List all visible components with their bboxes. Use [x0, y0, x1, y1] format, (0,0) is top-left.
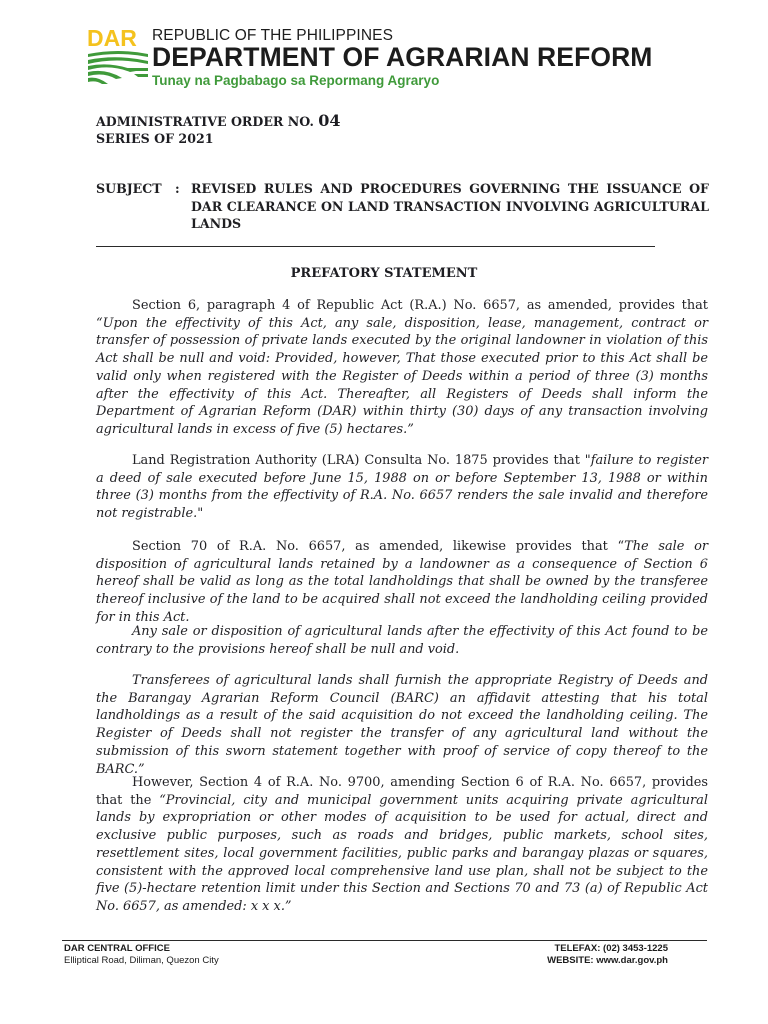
- paragraph-3-quote: The sale or disposition of agricultural lands retained by a landowner as a consequence of Section 6 hereof shall be valid as long as the total landholdings that shall be owned by the transferee thereof inclusive of the land to be acquired shall not exceed the landholding ceiling provided for in this Act.: [96, 539, 709, 625]
- dar-logo-icon: [86, 24, 150, 86]
- paragraph-3: [96, 538, 708, 627]
- order-number-prefix: ADMINISTRATIVE ORDER NO.: [96, 114, 314, 129]
- footer-website: WEBSITE: www.dar.gov.ph: [547, 954, 668, 966]
- department-tagline: Tunay na Pagbabago sa Repormang Agraryo: [152, 73, 440, 88]
- subject-divider: [96, 246, 655, 247]
- footer-address: Elliptical Road, Diliman, Quezon City: [64, 954, 219, 966]
- order-series: SERIES OF 2021: [96, 131, 214, 146]
- subject-label: SUBJECT: [96, 181, 162, 196]
- paragraph-3-text: Section 70 of R.A. No. 6657, as amended, likewise provides that “: [132, 539, 625, 554]
- department-heading: DEPARTMENT OF AGRARIAN REFORM: [152, 42, 653, 72]
- paragraph-2-end: ": [197, 506, 204, 522]
- order-number-line: [96, 111, 341, 130]
- footer-telefax: TELEFAX: (02) 3453-1225: [554, 943, 668, 954]
- paragraph-2-text: Land Registration Authority (LRA) Consulta No. 1875 provides that ": [132, 453, 591, 468]
- footer-address-block: [64, 943, 219, 966]
- subject-colon: :: [175, 181, 180, 196]
- paragraph-1-quote: “Upon the effectivity of this Act, any sale, disposition, lease, management, contract or transfer of possession of private lands executed by the original landowner in violation of this Act shall be null and void: Provided, however, That those executed prior to this Act shall be valid only when registered with the Register of Deeds within a period of three (3) months after the effectivity of this Act. Thereafter, all Registers of Deeds shall inform the Department of Agrarian Reform (DAR) within thirty (30) days of any transaction involving agricultural lands in excess of five (5) hectares.”: [96, 315, 708, 437]
- logo-text: DAR: [87, 25, 137, 51]
- paragraph-4-quote: Any sale or disposition of agricultural lands after the effectivity of this Act found to be contrary to the provisions hereof shall be null and void.: [96, 624, 708, 657]
- footer-contact-block: [547, 943, 668, 966]
- subject-text: REVISED RULES AND PROCEDURES GOVERNING THE ISSUANCE OF DAR CLEARANCE ON LAND TRANSACTION INVOLVING AGRICULTURAL LANDS: [191, 181, 709, 231]
- footer-divider: [62, 940, 707, 941]
- paragraph-6-text: However, Section 4 of R.A. No. 9700, amending Section 6 of R.A. No. 6657, provides that the: [96, 775, 708, 808]
- section-heading: PREFATORY STATEMENT: [290, 266, 478, 281]
- paragraph-4: [96, 623, 708, 658]
- footer-office: DAR CENTRAL OFFICE: [64, 943, 170, 954]
- paragraph-1-text: Section 6, paragraph 4 of Republic Act (R.A.) No. 6657, as amended, provides that: [132, 298, 708, 313]
- paragraph-2: [96, 452, 708, 523]
- paragraph-2-quote: failure to register a deed of sale executed before June 15, 1988 on or before September 13, 1988 or within three (3) months from the effectivity of R.A. No. 6657 renders the sale invalid and therefore not registrable.: [96, 453, 708, 522]
- order-number: 04: [318, 111, 341, 130]
- paragraph-5: [96, 672, 708, 778]
- paragraph-1: [96, 297, 708, 439]
- republic-heading: REPUBLIC OF THE PHILIPPINES: [152, 27, 394, 44]
- paragraph-5-quote: Transferees of agricultural lands shall furnish the appropriate Registry of Deeds and the Barangay Agrarian Reform Council (BARC) an affidavit attesting that his total landholdings as a result of the said acquisition do not exceed the landholding ceiling. The Register of Deeds shall not register the transfer of any agricultural land without the submission of this sworn statement together with proof of service of copy thereof to the BARC.”: [96, 673, 708, 777]
- paragraph-6: [96, 774, 708, 916]
- paragraph-6-quote: “Provincial, city and municipal government units acquiring private agricultural lands by expropriation or other modes of acquisition to be used for actual, direct and exclusive public purposes, such as roads and bridges, public markets, school sites, resettlement sites, local government facilities, public parks and barangay plazas or squares, consistent with the approved local comprehensive land use plan, shall not be subject to the five (5)-hectare retention limit under this Section and Sections 70 and 73 (a) of Republic Act No. 6657, as amended: x x x.”: [96, 792, 708, 914]
